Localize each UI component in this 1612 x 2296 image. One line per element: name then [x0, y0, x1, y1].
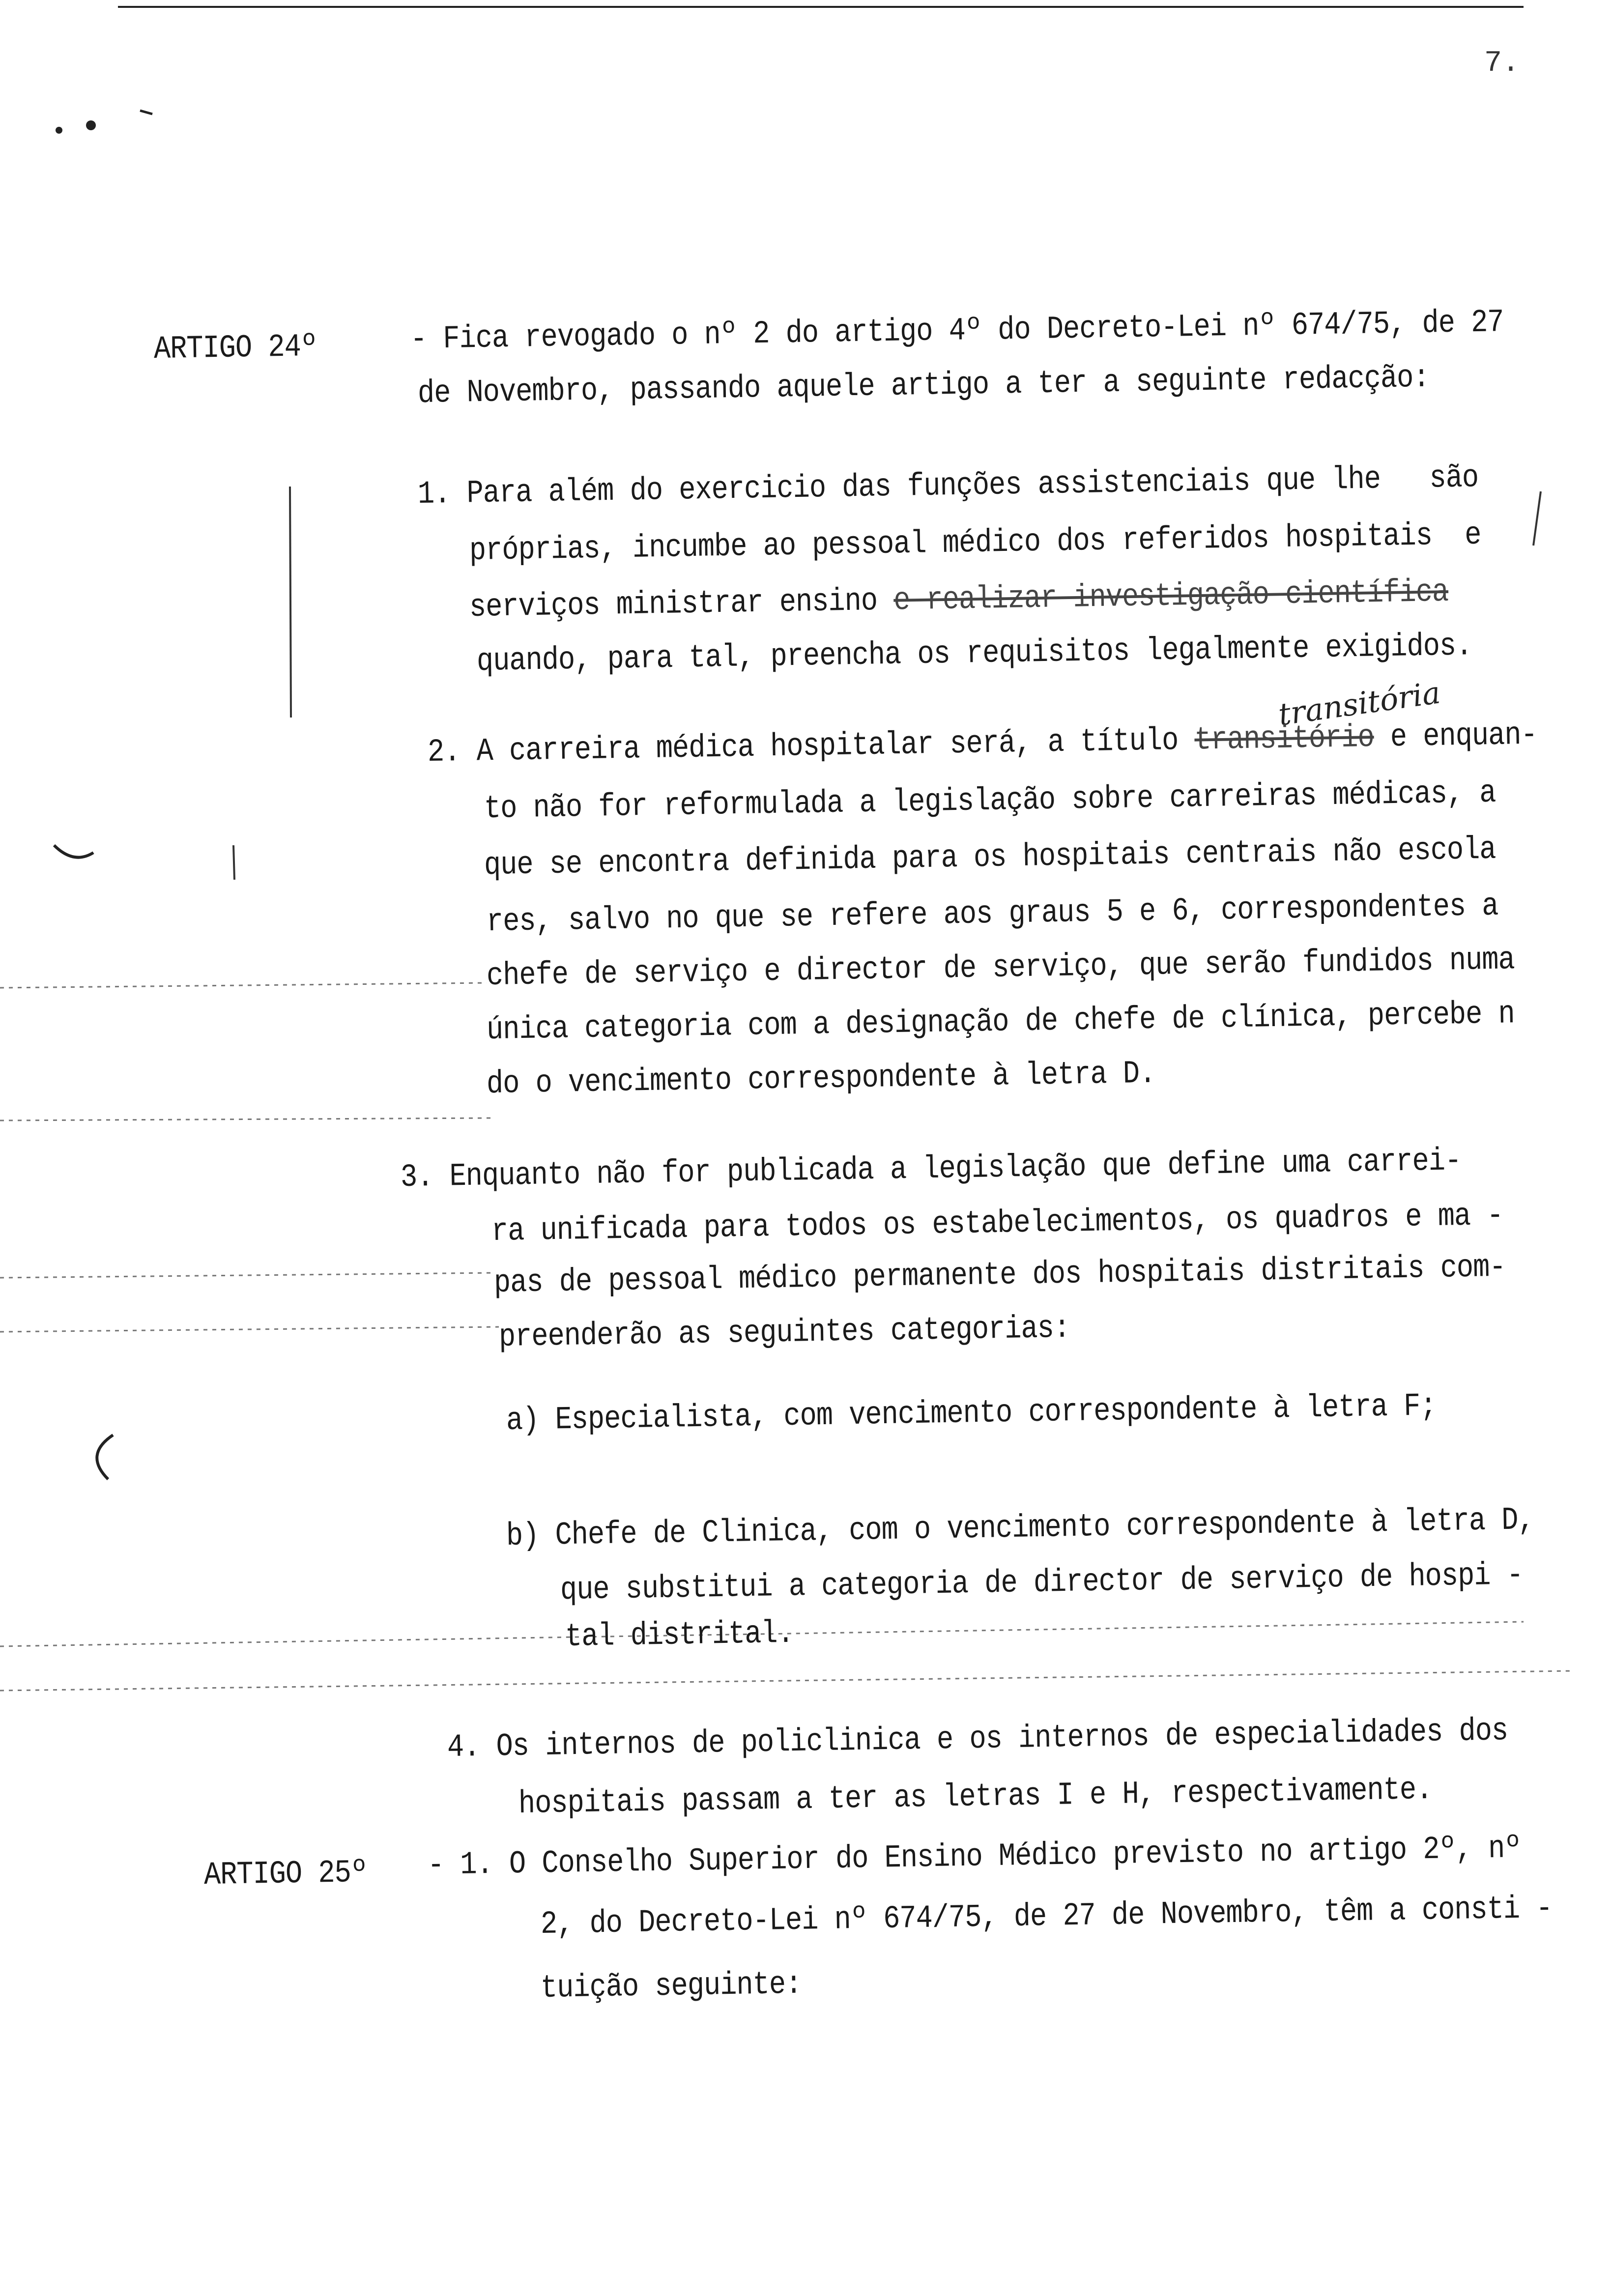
line-text: e enquan-: [1374, 717, 1538, 756]
paragraph-1-line: próprias, incumbe ao pessoal médico dos referidos hospitais e: [469, 517, 1482, 570]
margin-mark: [97, 1435, 113, 1479]
paragraph-2-line: res, salvo no que se refere aos graus 5 e 6, correspondentes a: [486, 888, 1499, 941]
struck-text: transitório: [1194, 719, 1375, 759]
margin-line: [233, 845, 234, 880]
article-25-line: tuição seguinte:: [540, 1966, 802, 2007]
margin-line: [290, 487, 291, 718]
paragraph-3-line: pas de pessoal médico permanente dos hospitais distritais com-: [493, 1249, 1506, 1302]
noise-line: [0, 1273, 494, 1278]
page-number: 7.: [1484, 47, 1520, 80]
speck: [140, 111, 152, 114]
margin-mark: [1533, 491, 1541, 545]
article-24-intro-line: de Novembro, passando aquele artigo a ter a seguinte redacção:: [417, 360, 1430, 412]
paragraph-1-line: quando, para tal, preencha os requisitos legalmente exigidos.: [476, 628, 1472, 680]
line-text: serviços ministrar ensino: [469, 583, 894, 626]
paragraph-3-line: preenderão as seguintes categorias:: [498, 1310, 1070, 1356]
struck-text: e realizar investigação científica: [893, 574, 1449, 620]
paragraph-4-line: hospitais passam a ter as letras I e H, respectivamente.: [518, 1772, 1433, 1823]
article-24-label: ARTIGO 24º: [153, 329, 317, 368]
paragraph-2-line: que se encontra definida para os hospitais centrais não escola: [484, 832, 1497, 884]
paragraph-2-line: do o vencimento correspondente à letra D.: [486, 1056, 1156, 1103]
paragraph-2-line: chefe de serviço e director de serviço, que serão fundidos numa: [486, 942, 1515, 995]
article-25-line: - 1. O Conselho Superior do Ensino Médico previsto no artigo 2º, nº: [427, 1831, 1522, 1884]
paragraph-1-line: 1. Para além do exercicio das funções assistenciais que lhe são: [417, 460, 1479, 513]
item-b-line: b) Chefe de Clinica, com o vencimento correspondente à letra D,: [506, 1502, 1535, 1555]
margin-mark: [54, 845, 93, 858]
speck: [56, 127, 62, 134]
article-25-line: 2, do Decreto-Lei nº 674/75, de 27 de Novembro, têm a consti -: [540, 1891, 1553, 1943]
paragraph-2-line: to não for reformulada a legislação sobre carreiras médicas, a: [484, 775, 1497, 828]
line-text: 2. A carreira médica hospitalar será, a título: [427, 722, 1195, 771]
handwritten-correction: transitória: [1276, 674, 1443, 733]
speck: [86, 120, 96, 130]
noise-line: [0, 1327, 499, 1332]
paragraph-3-line: 3. Enquanto não for publicada a legislação que define uma carrei-: [400, 1143, 1462, 1196]
item-a: a) Especialista, com vencimento correspondente à letra F;: [506, 1388, 1437, 1439]
paragraph-3-line: ra unificada para todos os estabelecimentos, os quadros e ma -: [491, 1198, 1504, 1250]
paragraph-2-line: única categoria com a designação de chefe de clínica, percebe n: [486, 996, 1515, 1049]
item-b-line: tal distrital.: [565, 1615, 794, 1656]
paragraph-4-line: 4. Os internos de policlinica e os internos de especialidades dos: [447, 1713, 1508, 1766]
noise-line: [0, 1671, 1573, 1691]
article-25-label: ARTIGO 25º: [203, 1855, 368, 1894]
noise-line: [0, 983, 487, 988]
article-24-intro-line: - Fica revogado o nº 2 do artigo 4º do Decreto-Lei nº 674/75, de 27: [410, 305, 1504, 358]
item-b-line: que substitui a categoria de director de serviço de hospi -: [560, 1557, 1524, 1609]
noise-line: [0, 1118, 491, 1120]
